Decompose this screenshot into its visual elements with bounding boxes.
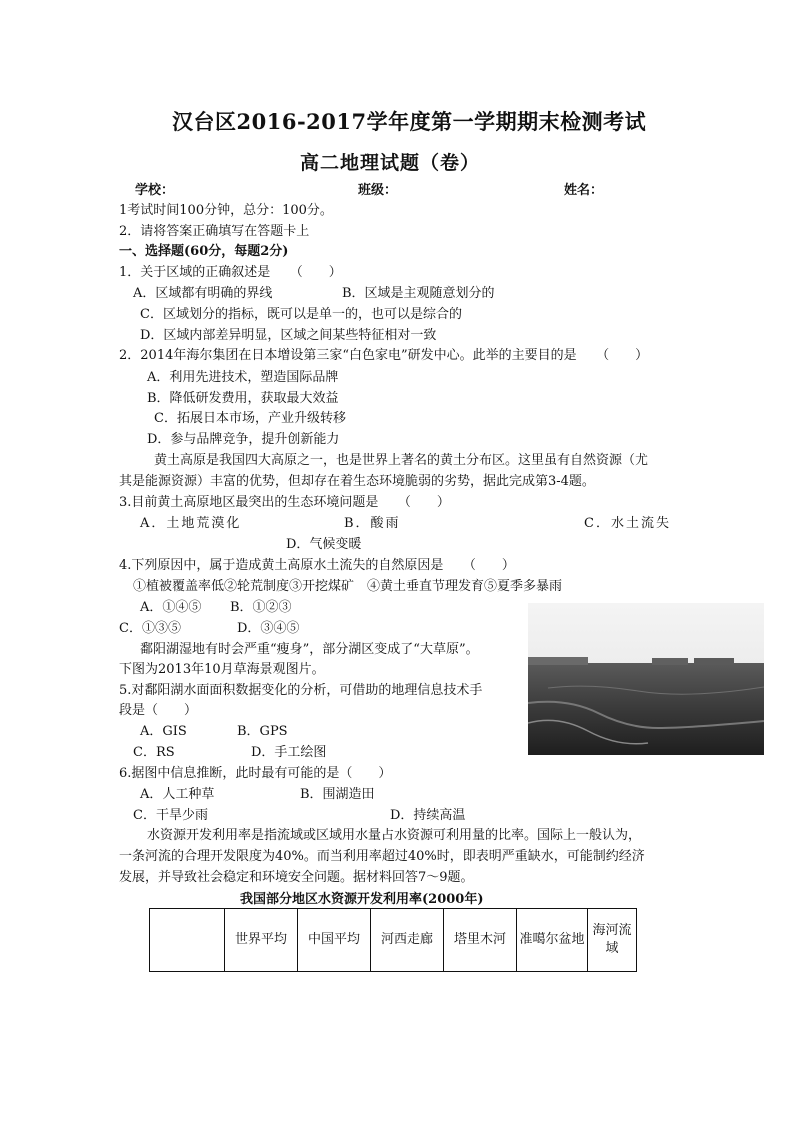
table-header-cell: 海河流域 [588,909,637,972]
q6-option-b: B．围湖造田 [300,787,375,802]
section-heading: 一、选择题(60分，每题2分) [119,244,289,259]
q5-option-a: A．GIS [140,724,187,739]
q6-option-d: D．持续高温 [390,808,466,823]
q2-stem: 2．2014年海尔集团在日本增设第三家“白色家电”研发中心。此举的主要目的是 （ ） [119,348,649,363]
q5-option-d: D．手工绘图 [251,745,327,760]
note-2: 2．请将答案正确填写在答题卡上 [119,224,310,239]
class-label: 班级： [358,183,398,198]
q4-option-d: D．③④⑤ [237,621,300,636]
q2-option-c: C．拓展日本市场，产业升级转移 [154,411,346,426]
passage1-line1: 黄土高原是我国四大高原之一，也是世界上著名的黄土分布区。这里虽有自然资源（尤 [154,453,649,468]
table-header-cell: 中国平均 [298,909,371,972]
q3-option-a: A．土地荒漠化 [140,516,242,531]
table-caption: 我国部分地区水资源开发利用率(2000年) [240,892,484,907]
q6-stem: 6.据图中信息推断，此时最有可能的是（ ） [119,766,392,781]
passage3-line3: 发展，并导致社会稳定和环境安全问题。据材料回答7～9题。 [119,870,474,885]
q4-option-c: C．①③⑤ [119,621,181,636]
q6-option-a: A．人工种草 [140,787,215,802]
q4-option-a: A．①④⑤ [140,600,202,615]
table-header-cell: 准噶尔盆地 [517,909,588,972]
table-header-cell [150,909,225,972]
table-header-cell: 世界平均 [225,909,298,972]
passage1-line2: 其是能源资源）丰富的优势，但却存在着生态环境脆弱的劣势，据此完成第3-4题。 [119,474,595,489]
passage2-line2: 下图为2013年10月草海景观图片。 [119,662,325,677]
q3-option-b: B．酸雨 [344,516,401,531]
q4-causes: ①植被覆盖率低②轮荒制度③开挖煤矿 ④黄土垂直节理发育⑤夏季多暴雨 [133,579,563,594]
q2-option-a: A．利用先进技术，塑造国际品牌 [147,370,339,385]
exam-subtitle: 高二地理试题（卷） [300,152,481,174]
passage2-line1: 鄱阳湖湿地有时会严重“瘦身”，部分湖区变成了“大草原”。 [140,642,479,657]
grassland-photo [528,603,764,755]
q4-option-b: B．①②③ [230,600,292,615]
grassland-photo-image [528,603,764,755]
table-header-cell: 河西走廊 [371,909,444,972]
table-header-row [150,909,637,972]
q2-option-d: D．参与品牌竞争，提升创新能力 [147,432,340,447]
passage3-line2: 一条河流的合理开发限度为40%。而当利用率超过40%时，即表明严重缺水，可能制约经济 [119,849,645,864]
q5-option-b: B．GPS [237,724,288,739]
passage3-line1: 水资源开发利用率是指流域或区域用水量占水资源可利用量的比率。国际上一般认为， [147,828,642,843]
q3-option-d: D．气候变暖 [286,537,362,552]
q1-option-d: D．区域内部差异明显，区域之间某些特征相对一致 [140,328,437,343]
note-1: 1考试时间100分钟，总分：100分。 [119,203,333,218]
q6-option-c: C．干旱少雨 [133,808,208,823]
water-usage-table [149,908,637,972]
q5-option-c: C．RS [133,745,175,760]
q5-stem-line2: 段是（ ） [119,703,198,718]
q3-option-c: C．水土流失 [584,516,671,531]
q3-stem: 3.目前黄土高原地区最突出的生态环境问题是 （ ） [119,495,450,510]
q1-option-a: A．区域都有明确的界线 [133,286,273,301]
name-label: 姓名： [564,183,604,198]
q1-option-b: B．区域是主观随意划分的 [342,286,495,301]
q2-option-b: B．降低研发费用，获取最大效益 [147,391,339,406]
q1-stem: 1．关于区域的正确叙述是 （ ） [119,265,342,280]
q5-stem-line1: 5.对鄱阳湖水面面积数据变化的分析，可借助的地理信息技术手 [119,683,483,698]
q4-stem: 4.下列原因中，属于造成黄土高原水土流失的自然原因是 （ ） [119,558,515,573]
school-label: 学校： [135,183,175,198]
q1-option-c: C．区域划分的指标，既可以是单一的，也可以是综合的 [140,307,462,322]
table-header-cell: 塔里木河 [444,909,517,972]
exam-title: 汉台区2016-2017学年度第一学期期末检测考试 [172,109,647,134]
